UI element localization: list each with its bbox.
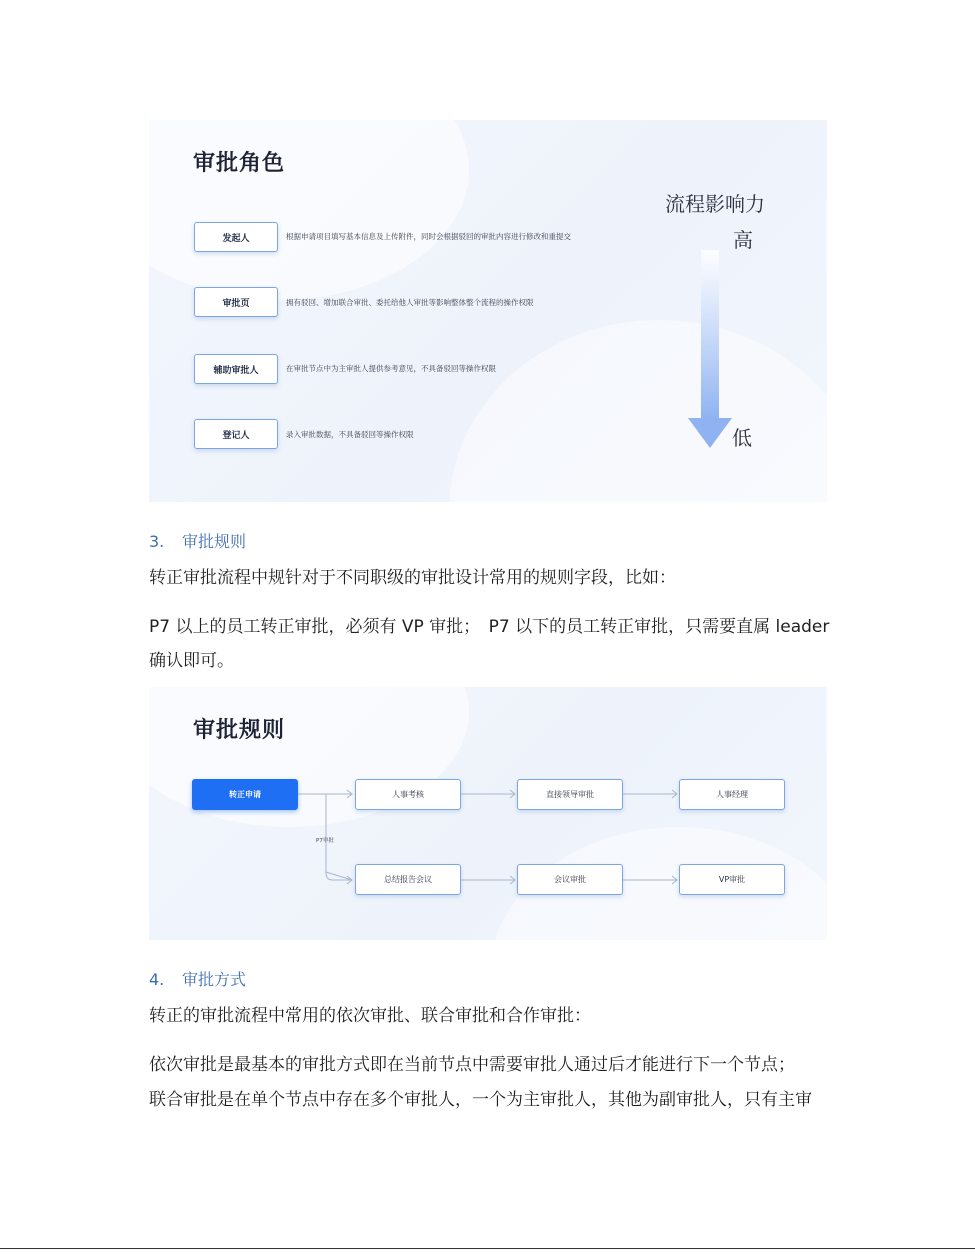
flow-node-hr-review: 人事考核	[355, 779, 461, 810]
flow-node-start: 转正申请	[192, 779, 298, 810]
page-footer-rule	[0, 1248, 975, 1249]
flow-connectors	[149, 687, 827, 940]
flow-node-hr-manager: 人事经理	[679, 779, 785, 810]
section-3-para-2a: P7 以上的员工转正审批，必须有 VP 审批； P7 以下的员工转正审批，只需要直属 leader	[149, 617, 830, 637]
role-assistant: 辅助审批人	[194, 354, 278, 384]
section-4-heading: 4. 审批方式	[149, 970, 247, 989]
role-initiator: 发起人	[194, 222, 278, 252]
figure-title: 审批角色	[193, 151, 286, 176]
influence-low: 低	[732, 426, 752, 450]
role-assistant-desc: 在审批节点中为主审批人提供参考意见，不具备驳回等操作权限	[286, 364, 496, 373]
role-registrar-desc: 录入审批数据，不具备驳回等操作权限	[286, 430, 414, 439]
flow-node-summary-meeting: 总结报告会议	[355, 864, 461, 895]
section-3-heading: 3. 审批规则	[149, 532, 247, 551]
flow-node-vp-approval: VP审批	[679, 864, 785, 895]
approval-roles-figure	[149, 120, 827, 502]
role-approver-desc: 拥有驳回、增加联合审批、委托给他人审批等影响整体整个流程的操作权限	[286, 298, 534, 307]
role-registrar: 登记人	[194, 419, 278, 449]
role-approver: 审批页	[194, 287, 278, 317]
section-4-para-2: 依次审批是最基本的审批方式即在当前节点中需要审批人通过后才能进行下一个节点；	[149, 1055, 795, 1075]
section-3-para-2b: 确认即可。	[149, 651, 234, 671]
branch-label: P7审批	[316, 838, 334, 844]
decor-blob	[449, 320, 827, 502]
influence-high: 高	[733, 228, 753, 252]
section-3-para-1: 转正审批流程中规针对于不同职级的审批设计常用的规则字段，比如：	[149, 568, 676, 588]
influence-title: 流程影响力	[665, 192, 765, 216]
influence-arrow-icon	[685, 250, 735, 450]
flow-node-meeting-approval: 会议审批	[517, 864, 623, 895]
section-4-para-3: 联合审批是在单个节点中存在多个审批人，一个为主审批人，其他为副审批人，只有主审	[149, 1090, 812, 1110]
section-4-para-1: 转正的审批流程中常用的依次审批、联合审批和合作审批：	[149, 1006, 591, 1026]
approval-rules-figure	[149, 687, 827, 940]
role-initiator-desc: 根据申请项目填写基本信息及上传附件，同时会根据驳回的审批内容进行修改和重提交	[286, 232, 571, 241]
flow-node-leader-approval: 直接领导审批	[517, 779, 623, 810]
figure-title: 审批规则	[193, 718, 286, 743]
